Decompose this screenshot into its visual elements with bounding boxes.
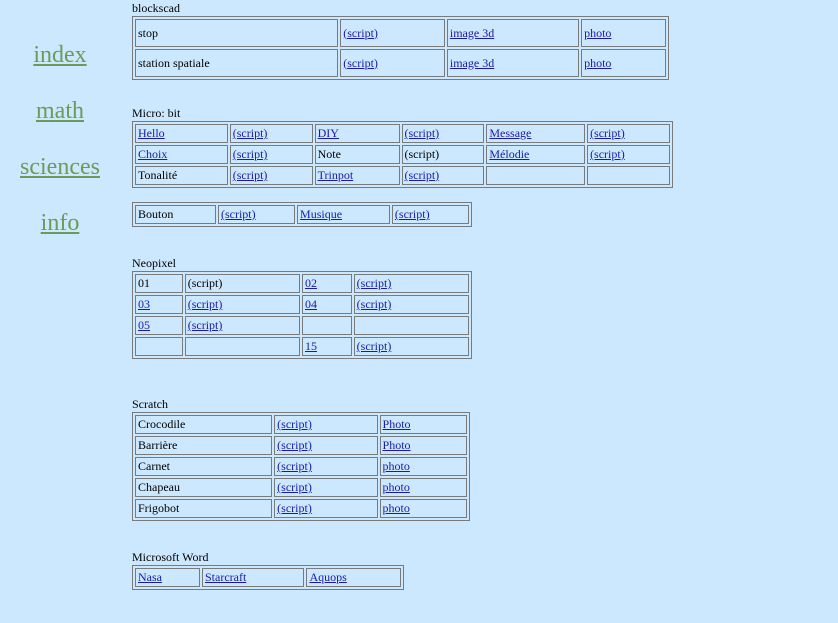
table-cell [135, 295, 183, 314]
photo-link[interactable]: photo [584, 55, 612, 70]
script-link[interactable]: (script) [277, 459, 312, 473]
script-link[interactable]: (script) [404, 168, 440, 182]
table-cell [135, 337, 183, 356]
table-cell [354, 337, 469, 356]
script-link[interactable]: (script) [394, 207, 430, 221]
photo-link[interactable]: photo [382, 480, 410, 494]
table-cell [274, 457, 377, 476]
neopixel-15-link[interactable]: 15 [304, 339, 317, 353]
nav-link-math[interactable]: math [36, 98, 84, 124]
script-link[interactable]: (script) [232, 147, 268, 161]
table-cell [354, 295, 469, 314]
musique-link[interactable]: Musique [300, 207, 343, 221]
neopixel-05-link[interactable]: 05 [138, 318, 150, 332]
table-cell [380, 478, 467, 497]
choix-link[interactable]: Choix [138, 147, 168, 161]
table-cell: Frigobot [135, 499, 272, 518]
table-cell [354, 316, 469, 335]
table-cell [354, 274, 469, 293]
table-cell [447, 49, 579, 77]
table-cell [202, 568, 304, 587]
table-cell [587, 166, 670, 185]
table-cell [135, 145, 228, 164]
table-cell [447, 19, 579, 47]
table-cell [581, 19, 666, 47]
table-cell [486, 145, 585, 164]
script-link[interactable]: (script) [277, 480, 312, 494]
table-cell: stop [135, 19, 338, 47]
image3d-link[interactable]: image 3d [449, 25, 495, 40]
table-cell [274, 415, 377, 434]
table-row [135, 19, 666, 47]
table-cell [185, 316, 300, 335]
table-cell: Crocodile [135, 415, 272, 434]
table-cell: Bouton [135, 205, 216, 224]
script-link[interactable]: (script) [277, 417, 312, 431]
table-cell: Note [315, 145, 400, 164]
script-link[interactable]: (script) [277, 501, 312, 515]
script-link[interactable]: (script) [220, 207, 256, 221]
script-link[interactable]: (script) [343, 55, 378, 70]
table-cell [135, 316, 183, 335]
table-row [135, 295, 469, 314]
word-table [132, 565, 404, 590]
table-cell: (script) [185, 274, 300, 293]
photo-link[interactable]: Photo [382, 438, 411, 452]
table-row [135, 457, 467, 476]
table-row [135, 436, 467, 455]
photo-link[interactable]: photo [382, 501, 410, 515]
script-link[interactable]: (script) [277, 438, 312, 452]
table-cell [380, 436, 467, 455]
table-row [135, 205, 469, 224]
table-cell [185, 295, 300, 314]
table-cell: (script) [402, 145, 485, 164]
table-row [135, 499, 467, 518]
section-title-neopixel: Neopixel [132, 256, 176, 270]
table-cell: station spatiale [135, 49, 338, 77]
table-cell [302, 295, 352, 314]
photo-link[interactable]: photo [584, 25, 612, 40]
script-link[interactable]: (script) [187, 318, 223, 332]
nav-link-sciences[interactable]: sciences [20, 154, 100, 180]
table-row [135, 145, 670, 164]
table-cell [402, 124, 485, 143]
diy-link[interactable]: DIY [317, 126, 339, 140]
table-cell [581, 49, 666, 77]
script-link[interactable]: (script) [232, 168, 268, 182]
table-cell [230, 124, 313, 143]
table-row [135, 274, 469, 293]
scratch-table [132, 412, 470, 521]
table-cell [340, 19, 445, 47]
microbit-table [132, 121, 673, 188]
starcraft-link[interactable]: Starcraft [205, 570, 247, 584]
table-row [135, 316, 469, 335]
table-cell: Chapeau [135, 478, 272, 497]
table-row [135, 337, 469, 356]
section-title-blockscad: blockscad [132, 1, 180, 15]
table-cell [297, 205, 390, 224]
photo-link[interactable]: Photo [382, 417, 411, 431]
table-cell: 01 [135, 274, 183, 293]
table-row [135, 415, 467, 434]
nasa-link[interactable]: Nasa [138, 570, 162, 584]
melodie-link[interactable]: Mélodie [489, 147, 530, 161]
table-cell: Barrière [135, 436, 272, 455]
table-cell [315, 166, 400, 185]
aquops-link[interactable]: Aquops [309, 570, 347, 584]
table-row [135, 568, 401, 587]
script-link[interactable]: (script) [187, 297, 223, 311]
trinpot-link[interactable]: Trinpot [317, 168, 354, 182]
nav-link-info[interactable]: info [40, 210, 80, 236]
script-link[interactable]: (script) [590, 126, 625, 140]
table-cell: Carnet [135, 457, 272, 476]
photo-link[interactable]: photo [382, 459, 410, 473]
table-cell [587, 124, 670, 143]
table-cell [306, 568, 401, 587]
table-row [135, 166, 670, 185]
script-link[interactable]: (script) [343, 25, 378, 40]
table-cell [274, 436, 377, 455]
section-title-scratch: Scratch [132, 397, 168, 411]
neopixel-table [132, 271, 472, 359]
script-link[interactable]: (script) [356, 297, 392, 311]
table-cell [274, 478, 377, 497]
table-cell [392, 205, 469, 224]
script-link[interactable]: (script) [232, 126, 268, 140]
table-row [135, 124, 670, 143]
table-cell [135, 124, 228, 143]
table-cell [315, 124, 400, 143]
neopixel-04-link[interactable]: 04 [304, 297, 317, 311]
table-cell [230, 145, 313, 164]
table-cell [230, 166, 313, 185]
table-cell [402, 166, 485, 185]
section-title-microbit: Micro: bit [132, 106, 181, 120]
table-cell [135, 568, 200, 587]
nav-link-index[interactable]: index [33, 42, 87, 68]
table-cell [380, 457, 467, 476]
table-row [135, 478, 467, 497]
table-cell [302, 274, 352, 293]
script-link[interactable]: (script) [404, 126, 440, 140]
script-link[interactable]: (script) [356, 339, 392, 353]
table-cell [380, 415, 467, 434]
table-cell [587, 145, 670, 164]
table-cell [340, 49, 445, 77]
table-cell [486, 166, 585, 185]
hello-link[interactable]: Hello [138, 126, 165, 140]
table-cell [274, 499, 377, 518]
image3d-link[interactable]: image 3d [449, 55, 495, 70]
neopixel-02-link[interactable]: 02 [304, 276, 317, 290]
blockscad-table [132, 16, 669, 80]
table-cell [302, 337, 352, 356]
table-cell [486, 124, 585, 143]
table-cell [302, 316, 352, 335]
section-title-word: Microsoft Word [132, 550, 209, 564]
table-cell [185, 337, 300, 356]
table-row [135, 49, 666, 77]
table-cell: Tonalité [135, 166, 228, 185]
table-cell [380, 499, 467, 518]
table-cell [218, 205, 295, 224]
script-link[interactable]: (script) [356, 276, 392, 290]
message-link[interactable]: Message [489, 126, 532, 140]
script-link[interactable]: (script) [590, 147, 625, 161]
bouton-table [132, 202, 472, 227]
neopixel-03-link[interactable]: 03 [138, 297, 150, 311]
